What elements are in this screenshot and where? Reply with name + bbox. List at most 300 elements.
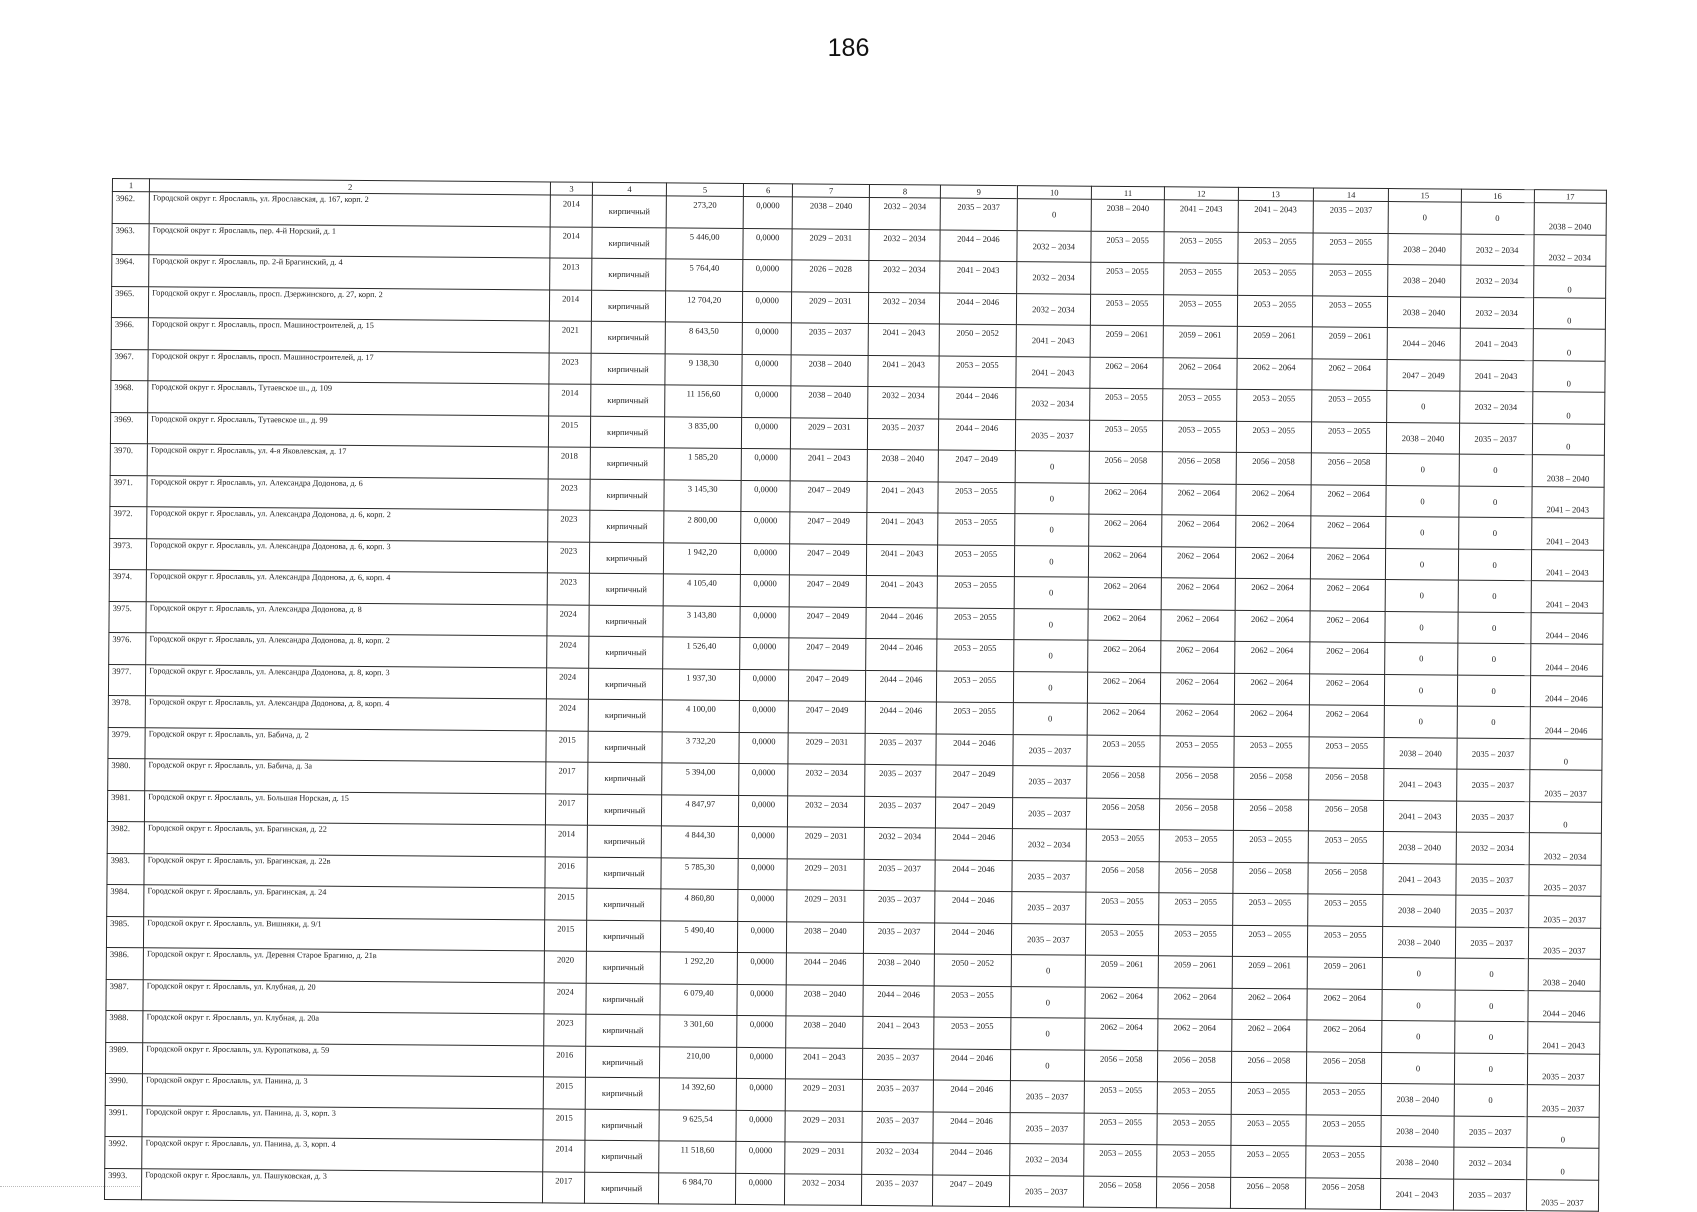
area-cell: 2 800,00 — [664, 511, 741, 543]
period-cell-col-13: 2062 – 2064 — [1231, 988, 1307, 1020]
address-cell: Городской округ г. Ярославль, ул. Александра Додонова, д. 6, корп. 4 — [146, 570, 547, 605]
period-cell-col-12: 2053 – 2055 — [1157, 1113, 1230, 1145]
value-cell: 0,0000 — [738, 795, 788, 827]
period-cell-col-8: 2044 – 2046 — [866, 638, 937, 670]
period-cell-col-17: 0 — [1529, 801, 1601, 833]
period-cell-col-14: 2056 – 2058 — [1309, 768, 1385, 800]
period-cell-col-17: 2038 – 2040 — [1532, 455, 1604, 487]
address-cell: Городской округ г. Ярославль, ул. Александра Додонова, д. 6 — [147, 475, 548, 510]
period-cell-col-7: 2047 – 2049 — [790, 543, 867, 575]
period-cell-col-11: 2062 – 2064 — [1088, 640, 1161, 672]
year-cell: 2015 — [545, 888, 587, 920]
period-cell-col-11: 2062 – 2064 — [1087, 703, 1160, 735]
period-cell-col-11: 2053 – 2055 — [1089, 420, 1162, 452]
period-cell-col-8: 2041 – 2043 — [867, 512, 938, 544]
period-cell-col-7: 2038 – 2040 — [791, 386, 868, 418]
wall-material-cell: кирпичный — [586, 951, 661, 983]
period-cell-col-17: 2032 – 2034 — [1534, 234, 1606, 266]
period-cell-col-15: 2044 – 2046 — [1388, 328, 1460, 360]
period-cell-col-15: 2041 – 2043 — [1384, 800, 1456, 832]
period-cell-col-10: 2032 – 2034 — [1009, 1144, 1084, 1176]
period-cell-col-12: 2056 – 2058 — [1159, 861, 1232, 893]
period-cell-col-9: 2044 – 2046 — [933, 1111, 1010, 1143]
period-cell-col-7: 2047 – 2049 — [790, 512, 867, 544]
wall-material-cell: кирпичный — [587, 794, 662, 826]
column-header-17: 17 — [1534, 190, 1606, 204]
year-cell: 2023 — [547, 573, 589, 605]
period-cell-col-11: 2053 – 2055 — [1084, 1113, 1157, 1145]
year-cell: 2024 — [547, 604, 589, 636]
period-cell-col-7: 2029 – 2031 — [788, 732, 865, 764]
period-cell-col-13: 2056 – 2058 — [1230, 1177, 1306, 1209]
period-cell-col-8: 2035 – 2037 — [862, 1174, 933, 1206]
wall-material-cell: кирпичный — [586, 1014, 661, 1046]
period-cell-col-15: 0 — [1386, 548, 1458, 580]
area-cell: 4 844,30 — [661, 826, 738, 858]
period-cell-col-16: 2035 – 2037 — [1453, 1179, 1526, 1211]
wall-material-cell: кирпичный — [589, 605, 664, 637]
period-cell-col-10: 2035 – 2037 — [1009, 1175, 1084, 1207]
period-cell-col-17: 2044 – 2046 — [1531, 612, 1603, 644]
address-cell: Городской округ г. Ярославль, ул. Вишняки, д. 9/1 — [144, 916, 545, 951]
period-cell-col-10: 0 — [1015, 482, 1090, 514]
period-cell-col-10: 0 — [1017, 199, 1092, 231]
row-number: 3993. — [104, 1168, 141, 1200]
period-cell-col-16: 0 — [1454, 1021, 1527, 1053]
period-cell-col-10: 2035 – 2037 — [1012, 797, 1087, 829]
column-header-11: 11 — [1091, 186, 1164, 200]
period-cell-col-7: 2035 – 2037 — [792, 323, 869, 355]
period-cell-col-9: 2044 – 2046 — [938, 419, 1015, 451]
period-cell-col-11: 2062 – 2064 — [1085, 1018, 1158, 1050]
period-cell-col-7: 2047 – 2049 — [789, 638, 866, 670]
period-cell-col-17: 0 — [1533, 266, 1605, 298]
period-cell-col-14: 2053 – 2055 — [1306, 1146, 1382, 1178]
period-cell-col-17: 2035 – 2037 — [1527, 1085, 1599, 1117]
period-cell-col-16: 0 — [1458, 549, 1531, 581]
column-header-15: 15 — [1389, 189, 1461, 203]
wall-material-cell: кирпичный — [590, 416, 665, 448]
row-number: 3983. — [107, 853, 144, 885]
period-cell-col-8: 2035 – 2037 — [864, 859, 935, 891]
period-cell-col-9: 2053 – 2055 — [937, 639, 1014, 671]
area-cell: 5 490,40 — [661, 920, 738, 952]
period-cell-col-10: 2032 – 2034 — [1016, 262, 1091, 294]
row-number: 3990. — [105, 1073, 142, 1105]
row-number: 3980. — [108, 758, 145, 790]
period-cell-col-7: 2041 – 2043 — [786, 1047, 863, 1079]
period-cell-col-11: 2062 – 2064 — [1089, 514, 1162, 546]
period-cell-col-12: 2062 – 2064 — [1161, 641, 1234, 673]
value-cell: 0,0000 — [737, 984, 787, 1016]
area-cell: 3 145,30 — [664, 479, 741, 511]
period-cell-col-8: 2035 – 2037 — [865, 796, 936, 828]
period-cell-col-10: 2032 – 2034 — [1017, 230, 1092, 262]
period-cell-col-7: 2029 – 2031 — [787, 858, 864, 890]
period-cell-col-9: 2047 – 2049 — [933, 1174, 1010, 1206]
period-cell-col-7: 2047 – 2049 — [789, 701, 866, 733]
wall-material-cell: кирпичный — [584, 1172, 659, 1204]
period-cell-col-8: 2044 – 2046 — [863, 985, 934, 1017]
period-cell-col-13: 2059 – 2061 — [1237, 326, 1313, 358]
period-cell-col-11: 2053 – 2055 — [1091, 231, 1164, 263]
period-cell-col-16: 0 — [1458, 580, 1531, 612]
period-cell-col-9: 2053 – 2055 — [934, 985, 1011, 1017]
area-cell: 9 625,54 — [659, 1109, 736, 1141]
wall-material-cell: кирпичный — [585, 1077, 660, 1109]
period-cell-col-8: 2032 – 2034 — [868, 292, 939, 324]
period-cell-col-7: 2041 – 2043 — [791, 449, 868, 481]
period-cell-col-9: 2044 – 2046 — [940, 230, 1017, 262]
housing-repair-schedule-table — [104, 178, 1607, 1212]
row-number: 3988. — [106, 1010, 143, 1042]
period-cell-col-7: 2029 – 2031 — [792, 228, 869, 260]
wall-material-cell: кирпичный — [591, 353, 666, 385]
period-cell-col-15: 2038 – 2040 — [1384, 737, 1456, 769]
year-cell: 2013 — [550, 258, 592, 290]
row-number: 3967. — [111, 349, 148, 381]
area-cell: 4 105,40 — [663, 574, 740, 606]
year-cell: 2020 — [544, 951, 586, 983]
period-cell-col-10: 2032 – 2034 — [1016, 293, 1091, 325]
address-cell: Городской округ г. Ярославль, ул. Брагинская, д. 24 — [144, 885, 545, 920]
period-cell-col-8: 2041 – 2043 — [863, 1016, 934, 1048]
year-cell: 2015 — [546, 730, 588, 762]
period-cell-col-17: 0 — [1533, 329, 1605, 361]
period-cell-col-10: 2035 – 2037 — [1010, 1112, 1085, 1144]
row-number: 3976. — [109, 632, 146, 664]
row-number: 3971. — [110, 475, 147, 507]
period-cell-col-12: 2056 – 2058 — [1160, 798, 1233, 830]
address-cell: Городской округ г. Ярославль, ул. Александра Додонова, д. 6, корп. 2 — [147, 507, 548, 542]
wall-material-cell: кирпичный — [590, 447, 665, 479]
year-cell: 2017 — [543, 1171, 585, 1203]
address-cell: Городской округ г. Ярославль, Тутаевское ш., д. 99 — [148, 412, 549, 447]
period-cell-col-13: 2062 – 2064 — [1231, 1019, 1307, 1051]
period-cell-col-17: 2041 – 2043 — [1531, 518, 1603, 550]
period-cell-col-13: 2053 – 2055 — [1233, 736, 1309, 768]
period-cell-col-9: 2053 – 2055 — [937, 607, 1014, 639]
period-cell-col-8: 2032 – 2034 — [869, 197, 940, 229]
period-cell-col-15: 2038 – 2040 — [1384, 832, 1456, 864]
period-cell-col-14: 2053 – 2055 — [1308, 831, 1384, 863]
year-cell: 2023 — [548, 541, 590, 573]
period-cell-col-12: 2062 – 2064 — [1161, 578, 1234, 610]
year-cell: 2014 — [549, 384, 591, 416]
value-cell: 0,0000 — [740, 606, 790, 638]
period-cell-col-14: 2062 – 2064 — [1310, 579, 1386, 611]
period-cell-col-11: 2053 – 2055 — [1086, 892, 1159, 924]
period-cell-col-13: 2053 – 2055 — [1236, 421, 1312, 453]
period-cell-col-13: 2062 – 2064 — [1234, 610, 1310, 642]
area-cell: 5 446,00 — [666, 227, 743, 259]
period-cell-col-7: 2032 – 2034 — [785, 1173, 862, 1205]
period-cell-col-14: 2062 – 2064 — [1311, 484, 1387, 516]
period-cell-col-16: 2035 – 2037 — [1455, 895, 1528, 927]
area-cell: 4 860,80 — [661, 889, 738, 921]
year-cell: 2017 — [546, 793, 588, 825]
area-cell: 12 704,20 — [666, 290, 743, 322]
period-cell-col-16: 0 — [1454, 1053, 1527, 1085]
period-cell-col-9: 2044 – 2046 — [936, 733, 1013, 765]
period-cell-col-17: 2032 – 2034 — [1529, 833, 1601, 865]
period-cell-col-13: 2053 – 2055 — [1237, 263, 1313, 295]
period-cell-col-8: 2044 – 2046 — [866, 607, 937, 639]
address-cell: Городской округ г. Ярославль, ул. Брагинская, д. 22 — [144, 822, 545, 857]
period-cell-col-11: 2062 – 2064 — [1088, 577, 1161, 609]
value-cell: 0,0000 — [738, 889, 788, 921]
address-cell: Городской округ г. Ярославль, ул. Ярославская, д. 167, корп. 2 — [149, 192, 550, 227]
column-header-6: 6 — [743, 183, 793, 196]
period-cell-col-8: 2035 – 2037 — [864, 890, 935, 922]
period-cell-col-9: 2053 – 2055 — [936, 670, 1013, 702]
row-number: 3979. — [108, 727, 145, 759]
period-cell-col-9: 2050 – 2052 — [939, 324, 1016, 356]
period-cell-col-10: 0 — [1013, 703, 1088, 735]
row-number: 3985. — [106, 916, 143, 948]
period-cell-col-13: 2062 – 2064 — [1235, 484, 1311, 516]
area-cell: 3 732,20 — [662, 731, 739, 763]
value-cell: 0,0000 — [737, 952, 787, 984]
period-cell-col-8: 2038 – 2040 — [863, 953, 934, 985]
period-cell-col-10: 2035 – 2037 — [1011, 892, 1086, 924]
period-cell-col-14: 2062 – 2064 — [1310, 547, 1386, 579]
row-number: 3973. — [109, 538, 146, 570]
year-cell: 2024 — [547, 636, 589, 668]
period-cell-col-11: 2059 – 2061 — [1085, 955, 1158, 987]
value-cell: 0,0000 — [739, 763, 789, 795]
period-cell-col-7: 2029 – 2031 — [787, 890, 864, 922]
period-cell-col-15: 0 — [1387, 454, 1459, 486]
value-cell: 0,0000 — [741, 417, 791, 449]
row-number: 3964. — [112, 255, 149, 287]
period-cell-col-11: 2053 – 2055 — [1084, 1081, 1157, 1113]
period-cell-col-11: 2056 – 2058 — [1084, 1050, 1157, 1082]
value-cell: 0,0000 — [743, 196, 793, 228]
period-cell-col-13: 2053 – 2055 — [1232, 925, 1308, 957]
period-cell-col-8: 2035 – 2037 — [865, 764, 936, 796]
period-cell-col-13: 2062 – 2064 — [1234, 673, 1310, 705]
period-cell-col-10: 2035 – 2037 — [1012, 860, 1087, 892]
address-cell: Городской округ г. Ярославль, пер. 4-й Норский, д. 1 — [149, 223, 550, 258]
period-cell-col-17: 2038 – 2040 — [1534, 203, 1606, 235]
period-cell-col-15: 2038 – 2040 — [1382, 1084, 1454, 1116]
period-cell-col-10: 0 — [1015, 451, 1090, 483]
address-cell: Городской округ г. Ярославль, ул. Пашуковская, д. 3 — [142, 1168, 543, 1203]
period-cell-col-14: 2056 – 2058 — [1306, 1051, 1382, 1083]
year-cell: 2016 — [545, 856, 587, 888]
period-cell-col-13: 2041 – 2043 — [1238, 200, 1314, 232]
address-cell: Городской округ г. Ярославль, ул. Куропаткова, д. 59 — [143, 1042, 544, 1077]
period-cell-col-14: 2053 – 2055 — [1311, 421, 1387, 453]
area-cell: 4 100,00 — [662, 700, 739, 732]
wall-material-cell: кирпичный — [589, 542, 664, 574]
period-cell-col-15: 0 — [1389, 202, 1461, 234]
area-cell: 1 937,30 — [663, 668, 740, 700]
period-cell-col-15: 2038 – 2040 — [1388, 233, 1460, 265]
wall-material-cell: кирпичный — [587, 857, 662, 889]
address-cell: Городской округ г. Ярославль, ул. Бабича, д. 3а — [145, 759, 546, 794]
row-number: 3975. — [109, 601, 146, 633]
value-cell: 0,0000 — [737, 1015, 787, 1047]
period-cell-col-14: 2062 – 2064 — [1307, 988, 1383, 1020]
area-cell: 5 394,00 — [662, 763, 739, 795]
period-cell-col-13: 2062 – 2064 — [1236, 358, 1312, 390]
period-cell-col-12: 2062 – 2064 — [1158, 987, 1231, 1019]
period-cell-col-9: 2053 – 2055 — [937, 544, 1014, 576]
period-cell-col-13: 2053 – 2055 — [1236, 389, 1312, 421]
row-number: 3987. — [106, 979, 143, 1011]
period-cell-col-14: 2056 – 2058 — [1308, 799, 1384, 831]
address-cell: Городской округ г. Ярославль, Тутаевское ш., д. 109 — [148, 381, 549, 416]
address-cell: Городской округ г. Ярославль, ул. Бабича, д. 2 — [145, 727, 546, 762]
period-cell-col-14: 2053 – 2055 — [1306, 1083, 1382, 1115]
row-number: 3977. — [108, 664, 145, 696]
period-cell-col-15: 2038 – 2040 — [1387, 422, 1459, 454]
wall-material-cell: кирпичный — [592, 227, 667, 259]
address-cell: Городской округ г. Ярославль, просп. Машиностроителей, д. 15 — [148, 318, 549, 353]
period-cell-col-8: 2041 – 2043 — [866, 575, 937, 607]
period-cell-col-7: 2047 – 2049 — [790, 575, 867, 607]
scan-artifact — [0, 1186, 140, 1189]
period-cell-col-15: 0 — [1382, 1021, 1454, 1053]
period-cell-col-9: 2053 – 2055 — [939, 356, 1016, 388]
period-cell-col-11: 2062 – 2064 — [1090, 357, 1163, 389]
area-cell: 5 764,40 — [666, 259, 743, 291]
area-cell: 4 847,97 — [662, 794, 739, 826]
year-cell: 2014 — [550, 195, 592, 227]
period-cell-col-13: 2056 – 2058 — [1233, 767, 1309, 799]
period-cell-col-8: 2041 – 2043 — [867, 481, 938, 513]
period-cell-col-17: 2038 – 2040 — [1528, 959, 1600, 991]
value-cell: 0,0000 — [740, 543, 790, 575]
period-cell-col-14: 2056 – 2058 — [1311, 453, 1387, 485]
period-cell-col-16: 2032 – 2034 — [1460, 265, 1533, 297]
period-cell-col-10: 2041 – 2043 — [1016, 356, 1091, 388]
period-cell-col-15: 2038 – 2040 — [1383, 926, 1455, 958]
period-cell-col-17: 2044 – 2046 — [1530, 675, 1602, 707]
area-cell: 1 526,40 — [663, 637, 740, 669]
row-number: 3965. — [111, 286, 148, 318]
value-cell: 0,0000 — [743, 259, 793, 291]
period-cell-col-14: 2053 – 2055 — [1308, 894, 1384, 926]
period-cell-col-13: 2053 – 2055 — [1230, 1114, 1306, 1146]
period-cell-col-8: 2041 – 2043 — [868, 323, 939, 355]
period-cell-col-11: 2053 – 2055 — [1087, 735, 1160, 767]
period-cell-col-17: 0 — [1530, 738, 1602, 770]
wall-material-cell: кирпичный — [587, 825, 662, 857]
value-cell: 0,0000 — [741, 448, 791, 480]
address-cell: Городской округ г. Ярославль, ул. Большая Норская, д. 15 — [145, 790, 546, 825]
address-cell: Городской округ г. Ярославль, ул. Клубная, д. 20 — [143, 979, 544, 1014]
period-cell-col-15: 0 — [1383, 958, 1455, 990]
wall-material-cell: кирпичный — [588, 699, 663, 731]
period-cell-col-16: 2032 – 2034 — [1459, 391, 1532, 423]
column-header-13: 13 — [1238, 187, 1314, 201]
wall-material-cell: кирпичный — [589, 573, 664, 605]
period-cell-col-14: 2053 – 2055 — [1312, 295, 1388, 327]
row-number: 3986. — [106, 947, 143, 979]
period-cell-col-15: 0 — [1386, 580, 1458, 612]
period-cell-col-11: 2056 – 2058 — [1083, 1176, 1156, 1208]
value-cell: 0,0000 — [740, 574, 790, 606]
year-cell: 2024 — [544, 982, 586, 1014]
row-number: 3969. — [110, 412, 147, 444]
period-cell-col-12: 2053 – 2055 — [1157, 1082, 1230, 1114]
wall-material-cell: кирпичный — [585, 1140, 660, 1172]
period-cell-col-7: 2038 – 2040 — [787, 921, 864, 953]
address-cell: Городской округ г. Ярославль, ул. Александра Додонова, д. 8, корп. 2 — [146, 633, 547, 668]
column-header-10: 10 — [1017, 186, 1091, 200]
period-cell-col-15: 0 — [1385, 706, 1457, 738]
period-cell-col-14: 2056 – 2058 — [1305, 1177, 1381, 1209]
period-cell-col-13: 2056 – 2058 — [1232, 862, 1308, 894]
period-cell-col-11: 2062 – 2064 — [1087, 672, 1160, 704]
period-cell-col-10: 2032 – 2034 — [1012, 829, 1087, 861]
period-cell-col-12: 2062 – 2064 — [1161, 672, 1234, 704]
year-cell: 2023 — [548, 478, 590, 510]
period-cell-col-9: 2053 – 2055 — [938, 513, 1015, 545]
period-cell-col-15: 2041 – 2043 — [1384, 769, 1456, 801]
period-cell-col-10: 0 — [1011, 955, 1086, 987]
period-cell-col-10: 0 — [1013, 671, 1088, 703]
period-cell-col-13: 2053 – 2055 — [1231, 1082, 1307, 1114]
period-cell-col-16: 0 — [1457, 612, 1530, 644]
period-cell-col-12: 2059 – 2061 — [1163, 326, 1236, 358]
year-cell: 2014 — [543, 1140, 585, 1172]
period-cell-col-10: 2035 – 2037 — [1010, 1081, 1085, 1113]
period-cell-col-16: 0 — [1459, 454, 1532, 486]
address-cell: Городской округ г. Ярославль, ул. Александра Додонова, д. 8 — [146, 601, 547, 636]
area-cell: 11 156,60 — [665, 385, 742, 417]
area-cell: 14 392,60 — [660, 1078, 737, 1110]
period-cell-col-8: 2035 – 2037 — [865, 733, 936, 765]
period-cell-col-15: 0 — [1386, 485, 1458, 517]
value-cell: 0,0000 — [742, 322, 792, 354]
column-header-3: 3 — [551, 182, 593, 195]
period-cell-col-15: 2041 – 2043 — [1381, 1178, 1453, 1210]
period-cell-col-14: 2062 – 2064 — [1309, 673, 1385, 705]
area-cell: 1 942,20 — [664, 542, 741, 574]
period-cell-col-15: 0 — [1382, 989, 1454, 1021]
period-cell-col-17: 2044 – 2046 — [1530, 644, 1602, 676]
period-cell-col-14: 2053 – 2055 — [1306, 1114, 1382, 1146]
wall-material-cell: кирпичный — [588, 731, 663, 763]
row-number: 3991. — [105, 1105, 142, 1137]
period-cell-col-11: 2056 – 2058 — [1089, 451, 1162, 483]
period-cell-col-14: 2062 – 2064 — [1310, 642, 1386, 674]
period-cell-col-9: 2044 – 2046 — [933, 1143, 1010, 1175]
period-cell-col-11: 2062 – 2064 — [1085, 987, 1158, 1019]
wall-material-cell: кирпичный — [591, 321, 666, 353]
value-cell: 0,0000 — [738, 826, 788, 858]
row-number: 3978. — [108, 695, 145, 727]
value-cell: 0,0000 — [739, 700, 789, 732]
column-header-2: 2 — [150, 179, 551, 195]
period-cell-col-10: 2041 – 2043 — [1016, 325, 1091, 357]
value-cell: 0,0000 — [739, 669, 789, 701]
period-cell-col-9: 2041 – 2043 — [940, 261, 1017, 293]
period-cell-col-14: 2053 – 2055 — [1313, 232, 1389, 264]
period-cell-col-8: 2044 – 2046 — [866, 670, 937, 702]
period-cell-col-8: 2032 – 2034 — [869, 229, 940, 261]
period-cell-col-7: 2029 – 2031 — [786, 1079, 863, 1111]
period-cell-col-16: 2032 – 2034 — [1453, 1147, 1526, 1179]
wall-material-cell: кирпичный — [589, 636, 664, 668]
area-cell: 3 143,80 — [663, 605, 740, 637]
period-cell-col-17: 0 — [1526, 1148, 1598, 1180]
period-cell-col-11: 2053 – 2055 — [1090, 294, 1163, 326]
